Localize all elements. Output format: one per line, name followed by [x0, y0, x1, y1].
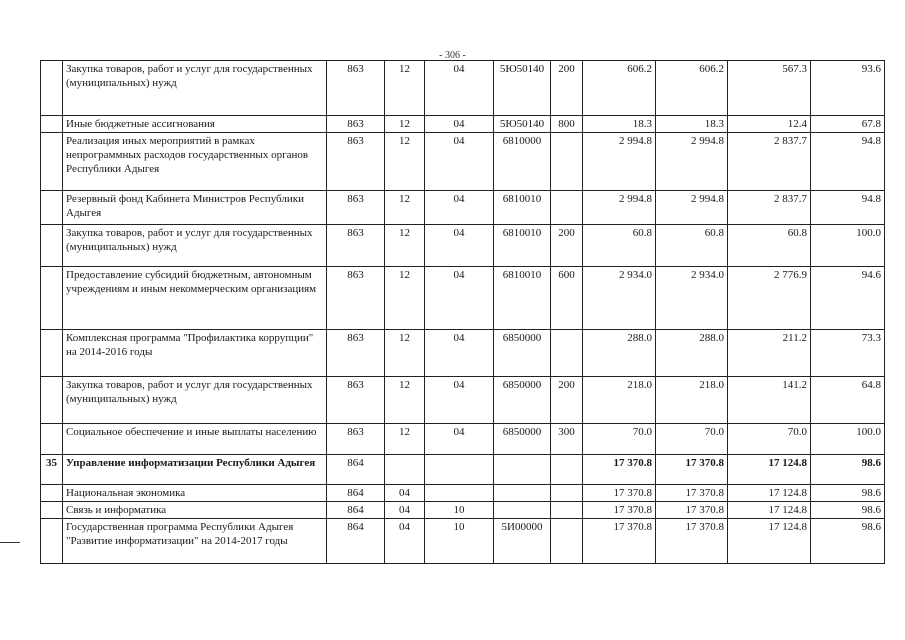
target-article-code: 6850000: [494, 330, 551, 377]
item-name: Национальная экономика: [63, 485, 327, 502]
execution-percent: 94.6: [811, 267, 885, 330]
table-row: [41, 377, 885, 424]
approved-amount: 17 370.8: [583, 485, 656, 502]
row-index: [41, 502, 63, 519]
planned-amount: 2 994.8: [656, 191, 728, 225]
subsection-code: 10: [425, 502, 494, 519]
section-code: 04: [385, 485, 425, 502]
target-article-code: 6810000: [494, 133, 551, 191]
expense-type-code: [551, 485, 583, 502]
execution-percent: 94.8: [811, 191, 885, 225]
subsection-code: 04: [425, 133, 494, 191]
table-row: [41, 519, 885, 564]
item-name: Реализация иных мероприятий в рамках непрограммных расходов государственных органов Республики Адыгея: [63, 133, 327, 191]
table-row: [41, 455, 885, 485]
subsection-code: 04: [425, 424, 494, 455]
section-code: 12: [385, 424, 425, 455]
expense-type-code: [551, 455, 583, 485]
target-article-code: 5И00000: [494, 519, 551, 564]
subsection-code: 04: [425, 116, 494, 133]
ministry-code: 863: [327, 424, 385, 455]
section-code: 12: [385, 267, 425, 330]
subsection-code: 04: [425, 225, 494, 267]
expense-type-code: 800: [551, 116, 583, 133]
ministry-code: 863: [327, 116, 385, 133]
planned-amount: 17 370.8: [656, 485, 728, 502]
table-row: [41, 116, 885, 133]
planned-amount: 60.8: [656, 225, 728, 267]
ministry-code: 864: [327, 519, 385, 564]
item-name: Комплексная программа "Профилактика коррупции" на 2014-2016 годы: [63, 330, 327, 377]
execution-percent: 98.6: [811, 455, 885, 485]
target-article-code: 6850000: [494, 377, 551, 424]
target-article-code: 6810010: [494, 267, 551, 330]
executed-amount: 17 124.8: [728, 485, 811, 502]
expense-type-code: [551, 502, 583, 519]
section-code: 12: [385, 377, 425, 424]
execution-percent: 98.6: [811, 502, 885, 519]
target-article-code: 6810010: [494, 191, 551, 225]
execution-percent: 100.0: [811, 424, 885, 455]
target-article-code: [494, 485, 551, 502]
row-index: [41, 377, 63, 424]
execution-percent: 98.6: [811, 485, 885, 502]
target-article-code: 6850000: [494, 424, 551, 455]
page-number: - 306 -: [439, 50, 466, 61]
planned-amount: 17 370.8: [656, 502, 728, 519]
section-code: 12: [385, 191, 425, 225]
expense-type-code: 200: [551, 61, 583, 116]
item-name: Закупка товаров, работ и услуг для государственных (муниципальных) нужд: [63, 61, 327, 116]
table-row: [41, 424, 885, 455]
planned-amount: 2 994.8: [656, 133, 728, 191]
table-row: [41, 485, 885, 502]
table-body: [41, 61, 885, 564]
section-code: 04: [385, 519, 425, 564]
target-article-code: 6810010: [494, 225, 551, 267]
subsection-code: 04: [425, 267, 494, 330]
executed-amount: 60.8: [728, 225, 811, 267]
expense-type-code: [551, 330, 583, 377]
item-name: Иные бюджетные ассигнования: [63, 116, 327, 133]
execution-percent: 73.3: [811, 330, 885, 377]
ministry-code: 864: [327, 485, 385, 502]
row-index: [41, 191, 63, 225]
subsection-code: 04: [425, 330, 494, 377]
section-code: 12: [385, 225, 425, 267]
section-code: 04: [385, 502, 425, 519]
row-index: [41, 61, 63, 116]
executed-amount: 17 124.8: [728, 502, 811, 519]
item-name: Закупка товаров, работ и услуг для государственных (муниципальных) нужд: [63, 225, 327, 267]
section-code: 12: [385, 61, 425, 116]
section-code: 12: [385, 330, 425, 377]
target-article-code: 5Ю50140: [494, 61, 551, 116]
ministry-code: 863: [327, 330, 385, 377]
ministry-code: 863: [327, 191, 385, 225]
section-code: 12: [385, 133, 425, 191]
item-name: Социальное обеспечение и иные выплаты населению: [63, 424, 327, 455]
row-index: [41, 133, 63, 191]
target-article-code: [494, 502, 551, 519]
executed-amount: 567.3: [728, 61, 811, 116]
approved-amount: 2 994.8: [583, 191, 656, 225]
planned-amount: 17 370.8: [656, 455, 728, 485]
planned-amount: 606.2: [656, 61, 728, 116]
table-row: [41, 330, 885, 377]
subsection-code: 04: [425, 377, 494, 424]
table-row: [41, 133, 885, 191]
execution-percent: 93.6: [811, 61, 885, 116]
subsection-code: 10: [425, 519, 494, 564]
target-article-code: [494, 455, 551, 485]
row-index: [41, 519, 63, 564]
row-index: [41, 485, 63, 502]
planned-amount: 2 934.0: [656, 267, 728, 330]
planned-amount: 17 370.8: [656, 519, 728, 564]
table-row: [41, 502, 885, 519]
executed-amount: 2 776.9: [728, 267, 811, 330]
row-index: [41, 330, 63, 377]
ministry-code: 863: [327, 377, 385, 424]
planned-amount: 70.0: [656, 424, 728, 455]
planned-amount: 288.0: [656, 330, 728, 377]
approved-amount: 17 370.8: [583, 502, 656, 519]
executed-amount: 70.0: [728, 424, 811, 455]
executed-amount: 17 124.8: [728, 455, 811, 485]
approved-amount: 60.8: [583, 225, 656, 267]
budget-table: [40, 60, 885, 564]
executed-amount: 211.2: [728, 330, 811, 377]
executed-amount: 2 837.7: [728, 133, 811, 191]
section-code: 12: [385, 116, 425, 133]
subsection-code: [425, 485, 494, 502]
row-index: 35: [41, 455, 63, 485]
row-index: [41, 424, 63, 455]
execution-percent: 98.6: [811, 519, 885, 564]
ministry-code: 863: [327, 133, 385, 191]
expense-type-code: 600: [551, 267, 583, 330]
table-row: [41, 225, 885, 267]
item-name: Закупка товаров, работ и услуг для государственных (муниципальных) нужд: [63, 377, 327, 424]
margin-mark: [0, 542, 20, 543]
table-row: [41, 191, 885, 225]
planned-amount: 18.3: [656, 116, 728, 133]
execution-percent: 64.8: [811, 377, 885, 424]
execution-percent: 67.8: [811, 116, 885, 133]
executed-amount: 17 124.8: [728, 519, 811, 564]
table-row: [41, 267, 885, 330]
expense-type-code: [551, 133, 583, 191]
executed-amount: 12.4: [728, 116, 811, 133]
planned-amount: 218.0: [656, 377, 728, 424]
approved-amount: 18.3: [583, 116, 656, 133]
execution-percent: 100.0: [811, 225, 885, 267]
expense-type-code: [551, 519, 583, 564]
row-index: [41, 116, 63, 133]
ministry-code: 863: [327, 267, 385, 330]
approved-amount: 17 370.8: [583, 455, 656, 485]
executed-amount: 2 837.7: [728, 191, 811, 225]
ministry-code: 864: [327, 502, 385, 519]
executed-amount: 141.2: [728, 377, 811, 424]
approved-amount: 70.0: [583, 424, 656, 455]
expense-type-code: 200: [551, 225, 583, 267]
ministry-code: 864: [327, 455, 385, 485]
table-row: [41, 61, 885, 116]
target-article-code: 5Ю50140: [494, 116, 551, 133]
item-name: Резервный фонд Кабинета Министров Республики Адыгея: [63, 191, 327, 225]
approved-amount: 2 934.0: [583, 267, 656, 330]
item-name: Государственная программа Республики Адыгея "Развитие информатизации" на 2014-2017 годы: [63, 519, 327, 564]
ministry-code: 863: [327, 225, 385, 267]
approved-amount: 606.2: [583, 61, 656, 116]
approved-amount: 2 994.8: [583, 133, 656, 191]
approved-amount: 288.0: [583, 330, 656, 377]
expense-type-code: 200: [551, 377, 583, 424]
approved-amount: 17 370.8: [583, 519, 656, 564]
approved-amount: 218.0: [583, 377, 656, 424]
expense-type-code: [551, 191, 583, 225]
subsection-code: 04: [425, 191, 494, 225]
item-name: Предоставление субсидий бюджетным, автономным учреждениям и иным некоммерческим организациям: [63, 267, 327, 330]
item-name: Управление информатизации Республики Адыгея: [63, 455, 327, 485]
subsection-code: 04: [425, 61, 494, 116]
execution-percent: 94.8: [811, 133, 885, 191]
expense-type-code: 300: [551, 424, 583, 455]
row-index: [41, 267, 63, 330]
ministry-code: 863: [327, 61, 385, 116]
item-name: Связь и информатика: [63, 502, 327, 519]
subsection-code: [425, 455, 494, 485]
row-index: [41, 225, 63, 267]
section-code: [385, 455, 425, 485]
